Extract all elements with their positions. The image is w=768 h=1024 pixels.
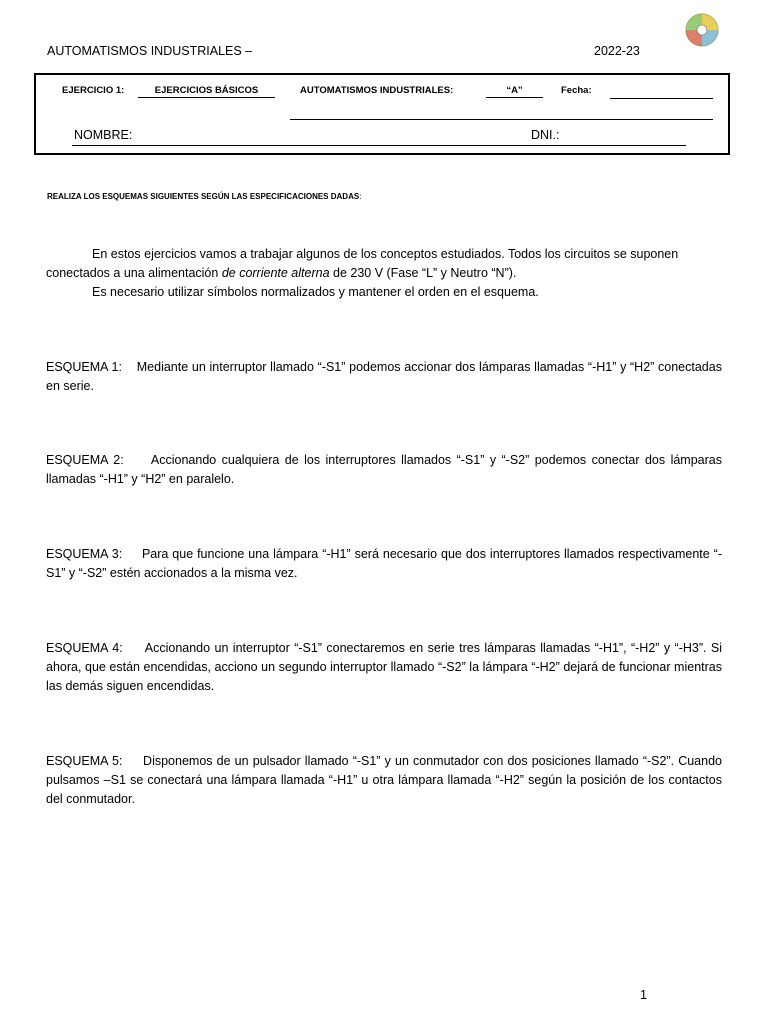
module-extra-line	[290, 119, 713, 120]
intro-emphasis: de corriente alterna	[221, 266, 330, 280]
intro-paragraph: En estos ejercicios vamos a trabajar algunos de los conceptos estudiados. Todos los circuitos se suponen conectados a una alimentación de corriente alterna de 230 V (Fase “L” y Neutro “N”). Es necesario utilizar símbolos normalizados y mantener el orden en el esquema.	[46, 245, 722, 302]
page-number: 1	[640, 988, 647, 1002]
scheme-1: ESQUEMA 1: Mediante un interruptor llamado “-S1” podemos accionar dos lámparas llamadas “-H1” y “H2” conectadas en serie.	[46, 360, 722, 393]
scheme-2: ESQUEMA 2: Accionando cualquiera de los interruptores llamados “-S1” y “-S2” podemos conectar dos lámparas llamadas “-H1” y “H2” en paralelo.	[46, 453, 722, 486]
exercise-label: EJERCICIO 1:	[62, 85, 125, 96]
scheme-3: ESQUEMA 3: Para que funcione una lámpara “-H1” será necesario que dos interruptores llamados respectivamente “-S1” y “-S2” estén accionados a la misma vez.	[46, 547, 722, 580]
name-label: NOMBRE:	[74, 128, 133, 142]
scheme-5: ESQUEMA 5: Disponemos de un pulsador llamado “-S1” y un conmutador con dos posiciones llamado “-S2”. Cuando pulsamos –S1 se conectará una lámpara llamada “-H1” u otra lámpara llamada “-H2” según la posición de los contactos del conmutador.	[46, 754, 722, 806]
exercise-value: EJERCICIOS BÁSICOS	[138, 85, 275, 98]
intro-paragraph-2: Es necesario utilizar símbolos normalizados y mantener el orden en el esquema.	[92, 285, 539, 299]
scheme-4: ESQUEMA 4: Accionando un interruptor “-S1” conectaremos en serie tres lámparas llamadas “-H1”, “-H2” y “-H3”. Si ahora, que están encendidas, acciono un segundo interruptor llamado “-S2” la lámpara “-H2” dejará de funcionar mientras las demás siguen encendidas.	[46, 641, 722, 693]
instruction: REALIZA LOS ESQUEMAS SIGUIENTES SEGÚN LAS ESPECIFICACIONES DADAS:	[47, 192, 362, 201]
module-label: AUTOMATISMOS INDUSTRIALES:	[300, 85, 454, 96]
date-label: Fecha:	[561, 85, 592, 96]
dni-label: DNI.:	[531, 128, 560, 142]
course-title: AUTOMATISMOS INDUSTRIALES –	[47, 44, 253, 58]
school-year: 2022-23	[594, 44, 640, 58]
group-value: “A”	[486, 85, 543, 98]
date-field[interactable]	[610, 98, 713, 99]
school-logo	[682, 12, 722, 48]
name-dni-field[interactable]	[72, 145, 686, 146]
